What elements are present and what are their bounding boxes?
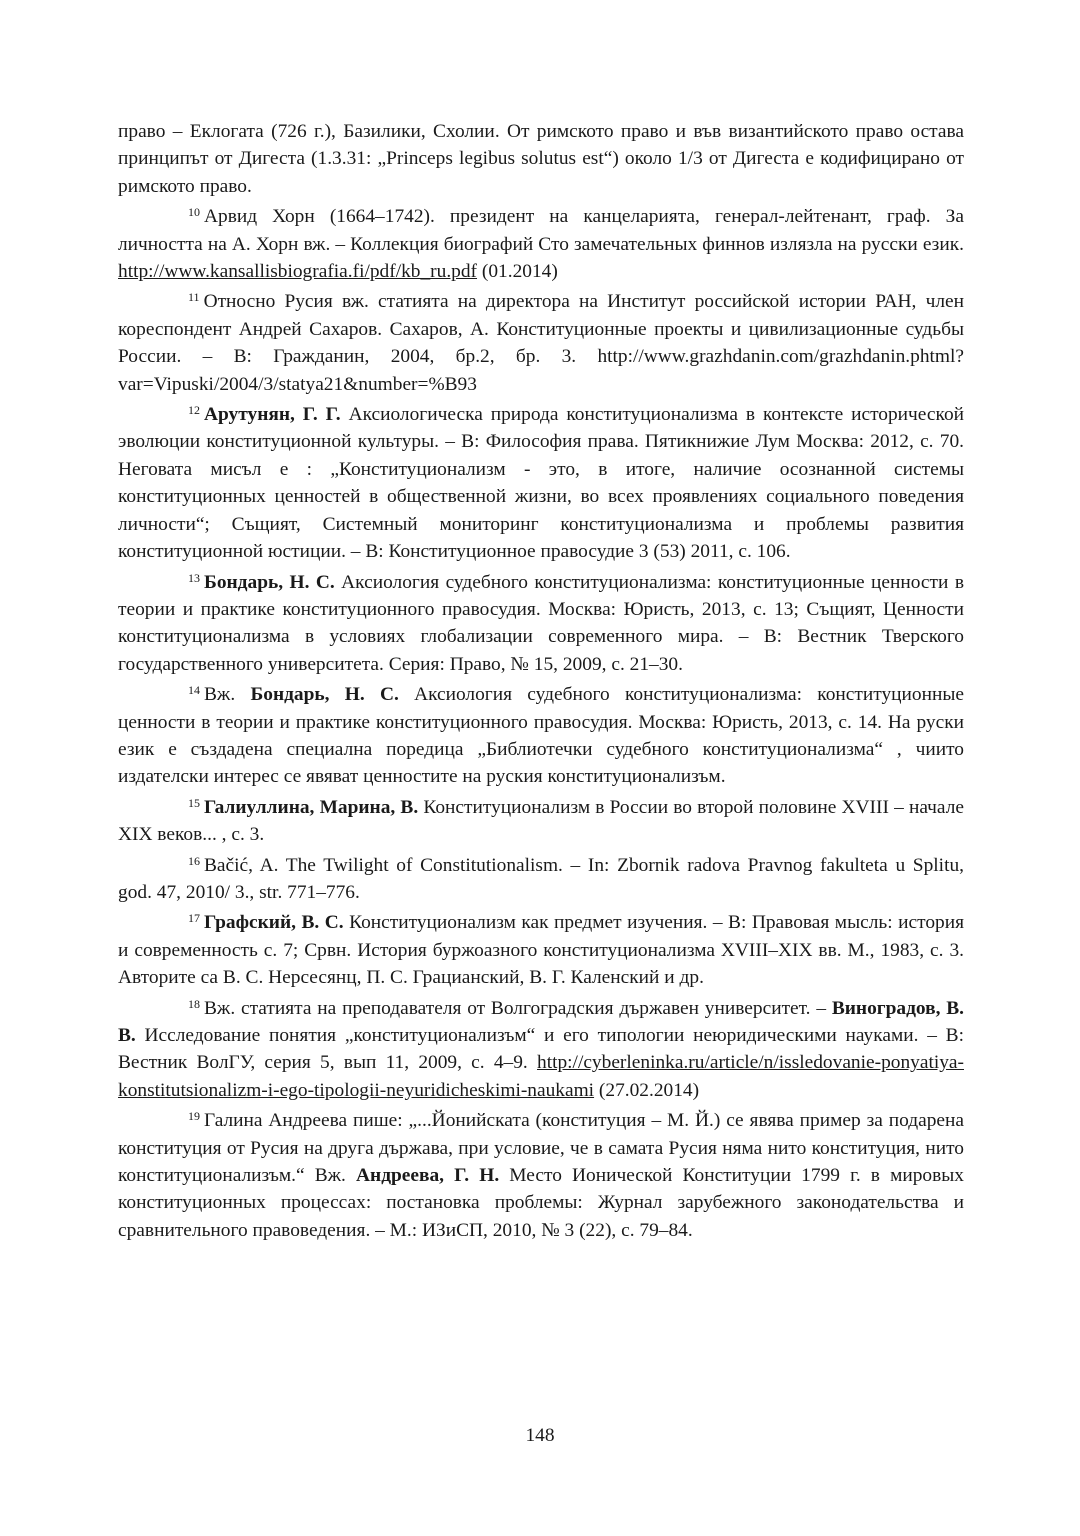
footnote-text: Конституционализм как предмет изучения. – В: Правовая мысль: история и современность с. 7; Срвн. История буржоазного конституционализма XVIII–XIX вв. М., 1983, с. 3. Авторите са В. С. Нерсесянц, П. С. Грацианский, В. Г. Каленский и др.	[118, 912, 965, 989]
footnote-number: 19	[188, 1109, 200, 1124]
footnote-author: Галиуллина, Марина, В.	[204, 796, 419, 818]
footnote-text: Арвид Хорн (1664–1742). президент на канцеларията, генерал-лейтенант, граф. За личността на А. Хорн вж. – Коллекция биографий Сто замечательных финнов излязла на русски език.	[118, 206, 964, 255]
footnote-14	[118, 681, 964, 791]
footnote-10	[118, 203, 964, 285]
footnote-number: 17	[188, 911, 200, 926]
footnote-19	[118, 1107, 964, 1244]
footnote-author: Виноградов, В. В.	[118, 997, 964, 1046]
footnote-text: Место Ионической Конституции 1799 г. в мировых конституционных процессах: постановка проблемы: Журнал зарубежного законодательства и сравнительного правоведения. – М.: ИЗиСП, 2010, № 3 (22), с. 79–84.	[118, 1165, 964, 1241]
footnote-author: Бондарь, Н. С.	[204, 571, 335, 593]
footnote-number: 11	[188, 290, 200, 305]
footnote-text-tail: (27.02.2014)	[594, 1079, 700, 1101]
footnote-12	[118, 401, 964, 565]
intro-paragraph: право – Еклогата (726 г.), Базилики, Схолии. От римското право и във византийското право остава принципът от Дигеста (1.3.31: „Princeps legibus solutus est“) около 1/3 от Дигеста е кодифицирано от римското право.	[118, 121, 964, 197]
footnote-text: Аксиологическа природа конституционализма в контексте исторической эволюции конституционной культуры. – В: Философия права. Пятикнижие Лум Москва: 2012, с. 70. Неговата мисъл е : „Конституционализм - это, в итоге, наличие осознанной системы конституционных ценностей в общественной жизни, во всех проявлениях социального поведения личности“; Същият, Системный мониторинг конституционализма и проблемы развития конституционной юстиции. – В: Конституционное правосудие 3 (53) 2011, с. 106.	[118, 404, 965, 563]
footnote-text: Исследование понятия „конституционализъм“ и его типологии неюридическими науками. – В: Вестник ВолГУ, серия 5, вып 11, 2009, с. 4–9.	[118, 1025, 964, 1074]
footnote-number: 18	[188, 996, 200, 1011]
footnote-text: Аксиология судебного конституционализма: конституционные ценности в теории и практике конституционного правосудия. Москва: Юристь, 2013, с. 14. На руски език е създадена специална поредица „Библиотечки судебного конституционализма“ , чиито издателски интерес се явяват ценностите на руския конституционализъм.	[118, 684, 964, 788]
footnote-number: 15	[188, 795, 200, 810]
page-number: 148	[525, 1425, 555, 1446]
footnote-link[interactable]: http://cyberleninka.ru/article/n/issledovanie-ponyatiya-konstitutsionalizm-i-ego-tipologii-neyuridicheskimi-naukami	[118, 1052, 964, 1101]
footnote-prefix: Вж. статията на преподавателя от Волгоградския държавен университет. –	[204, 997, 832, 1019]
footnote-18	[118, 995, 964, 1105]
footnote-text: Аксиология судебного конституционализма: конституционные ценности в теории и практике конституционного правосудия. Москва: Юристь, 2013, с. 13; Същият, Ценности конституционализма в условиях глобализации современного мира. – В: Вестник Тверского государственного университета. Серия: Право, № 15, 2009, с. 21–30.	[118, 571, 964, 675]
footnote-author: Графский, В. С.	[204, 912, 344, 934]
footnote-text: Конституционализм в России во второй половине XVIII – начале XIX веков... , с. 3.	[118, 796, 964, 846]
footnote-author: Андреева, Г. Н.	[356, 1165, 500, 1187]
footnote-number: 14	[188, 683, 200, 698]
page-body	[118, 118, 964, 1244]
footnote-16	[118, 852, 964, 907]
footnote-author: Бондарь, Н. С.	[250, 684, 399, 706]
footnote-17	[118, 909, 964, 991]
footnote-text: Bačić, A. The Twilight of Constitutionalism. – In: Zbornik radova Pravnog fakulteta u Splitu, god. 47, 2010/ 3., str. 771–776.	[118, 854, 964, 903]
footnote-13	[118, 569, 964, 679]
footnote-prefix: Вж.	[204, 684, 251, 706]
footnote-number: 10	[188, 205, 200, 220]
footnote-prefix: Галина Андреева пише: „...Йонийската (конституция – М. Й.) се явява пример за подарена конституция от Русия на друга държава, при условие, че в самата Русия няма нито конституция, нито конституционализъм.“ Вж.	[118, 1110, 964, 1187]
footnote-text: Относно Русия вж. статията на директора на Институт российской истории РАН, член кореспондент Андрей Сахаров. Сахаров, А. Конституционные проекты и цивилизационные судьбы России. – В: Гражданин, 2004, бр.2, бр. 3. http://www.grazhdanin.com/grazhdanin.phtml?var=Vipuski/2004/3/statya21&number=%B93	[118, 291, 964, 395]
footnote-author: Арутунян, Г. Г.	[204, 404, 341, 426]
footnote-number: 13	[188, 570, 200, 585]
footnote-link[interactable]: http://www.kansallisbiografia.fi/pdf/kb_ru.pdf	[118, 261, 478, 283]
footnote-number: 16	[188, 853, 200, 868]
footnote-15	[118, 794, 964, 849]
footnote-number: 12	[188, 403, 200, 418]
footnote-11	[118, 288, 964, 398]
footnote-text-tail: (01.2014)	[477, 261, 558, 283]
